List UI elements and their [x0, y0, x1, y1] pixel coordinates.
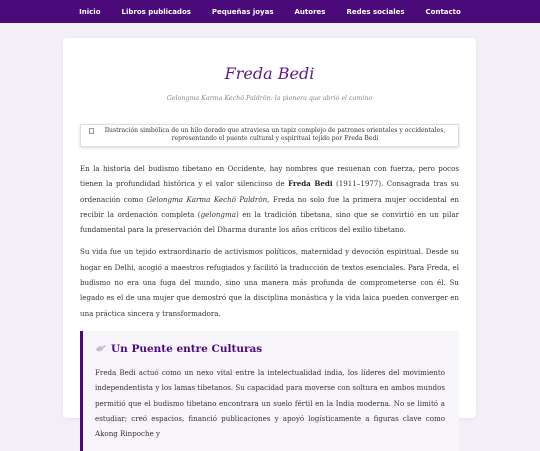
section-heading-text: Un Puente entre Culturas: [111, 342, 263, 355]
nav-link-autores[interactable]: Autores: [294, 7, 326, 16]
page-subtitle: Gelongma Karma Kechö Paldrön: la pionera que abrió el camino: [166, 95, 373, 102]
section-paragraph: Freda Bedi actuó como un nexo vital entre la intelectualidad india, los líderes del movimiento independentista y los lamas tibetanos. Su capacidad para moverse con soltura en ambos mundos permitió que el budismo tibetano encontrara un suelo fértil en la India moderna. No se limitó a estudiar; creó espacios, financió publicaciones y apoyó logísticamente a figuras clave como Akong Rinpoche y: [95, 367, 445, 439]
religious-name: Gelongma Karma Kechö Paldrön: [146, 194, 268, 204]
name-highlight: Freda Bedi: [288, 179, 333, 189]
image-alt-text: Ilustración simbólica de un hilo dorado que atraviesa un tapiz complejo de patrones orientales y occidentales, representando el puente cultural y espiritual tejido por Freda Bedi: [104, 127, 446, 142]
article-image: [80, 124, 459, 147]
nav-link-pequenas-joyas[interactable]: Pequeñas joyas: [211, 7, 274, 16]
nav-link-libros-publicados[interactable]: Libros publicados: [121, 7, 191, 16]
top-navbar: [0, 0, 540, 23]
nav-link-redes-sociales[interactable]: Redes sociales: [346, 7, 405, 16]
bridge-section: [80, 331, 459, 451]
intro-paragraph: En la historia del budismo tibetano en Occidente, hay nombres que resuenan con fuerza, pero pocos tienen la profundidad histórica y el valor silencioso de Freda Bedi (1911–1977). Consagrada tras su ordenación como Gelongma Karma Kechö Paldrön, Freda no solo fue la primera mujer occidental en recibir la ordenación completa (gelongma) en la tradición tibetana, sino que se convirtió en un pilar fundamental para la preservación del Dharma durante los años críticos del exilio tibetano.: [80, 164, 460, 235]
section-heading: [95, 343, 445, 355]
gelongma-term: gelongma: [200, 209, 236, 219]
dove-icon: [95, 344, 107, 353]
page-title: Freda Bedi: [224, 64, 315, 83]
nav-link-contacto[interactable]: Contacto: [425, 7, 461, 16]
second-paragraph: Su vida fue un tejido extraordinario de activismos políticos, maternidad y devoción espiritual. Desde su hogar en Delhi, acogió a maestros refugiados y facilitó la traducción de textos esenciales. Para Freda, el budismo no era una fuga del mundo, sino una manera más profunda de comprometerse con él. Su legado es el de una mujer que demostró que la disciplina monástica y la vida laica pueden converger en una práctica sincera y transformadora.: [80, 247, 459, 318]
broken-image-icon: [89, 128, 94, 134]
article-card: [63, 38, 476, 439]
nav-link-inicio[interactable]: Inicio: [79, 7, 101, 16]
